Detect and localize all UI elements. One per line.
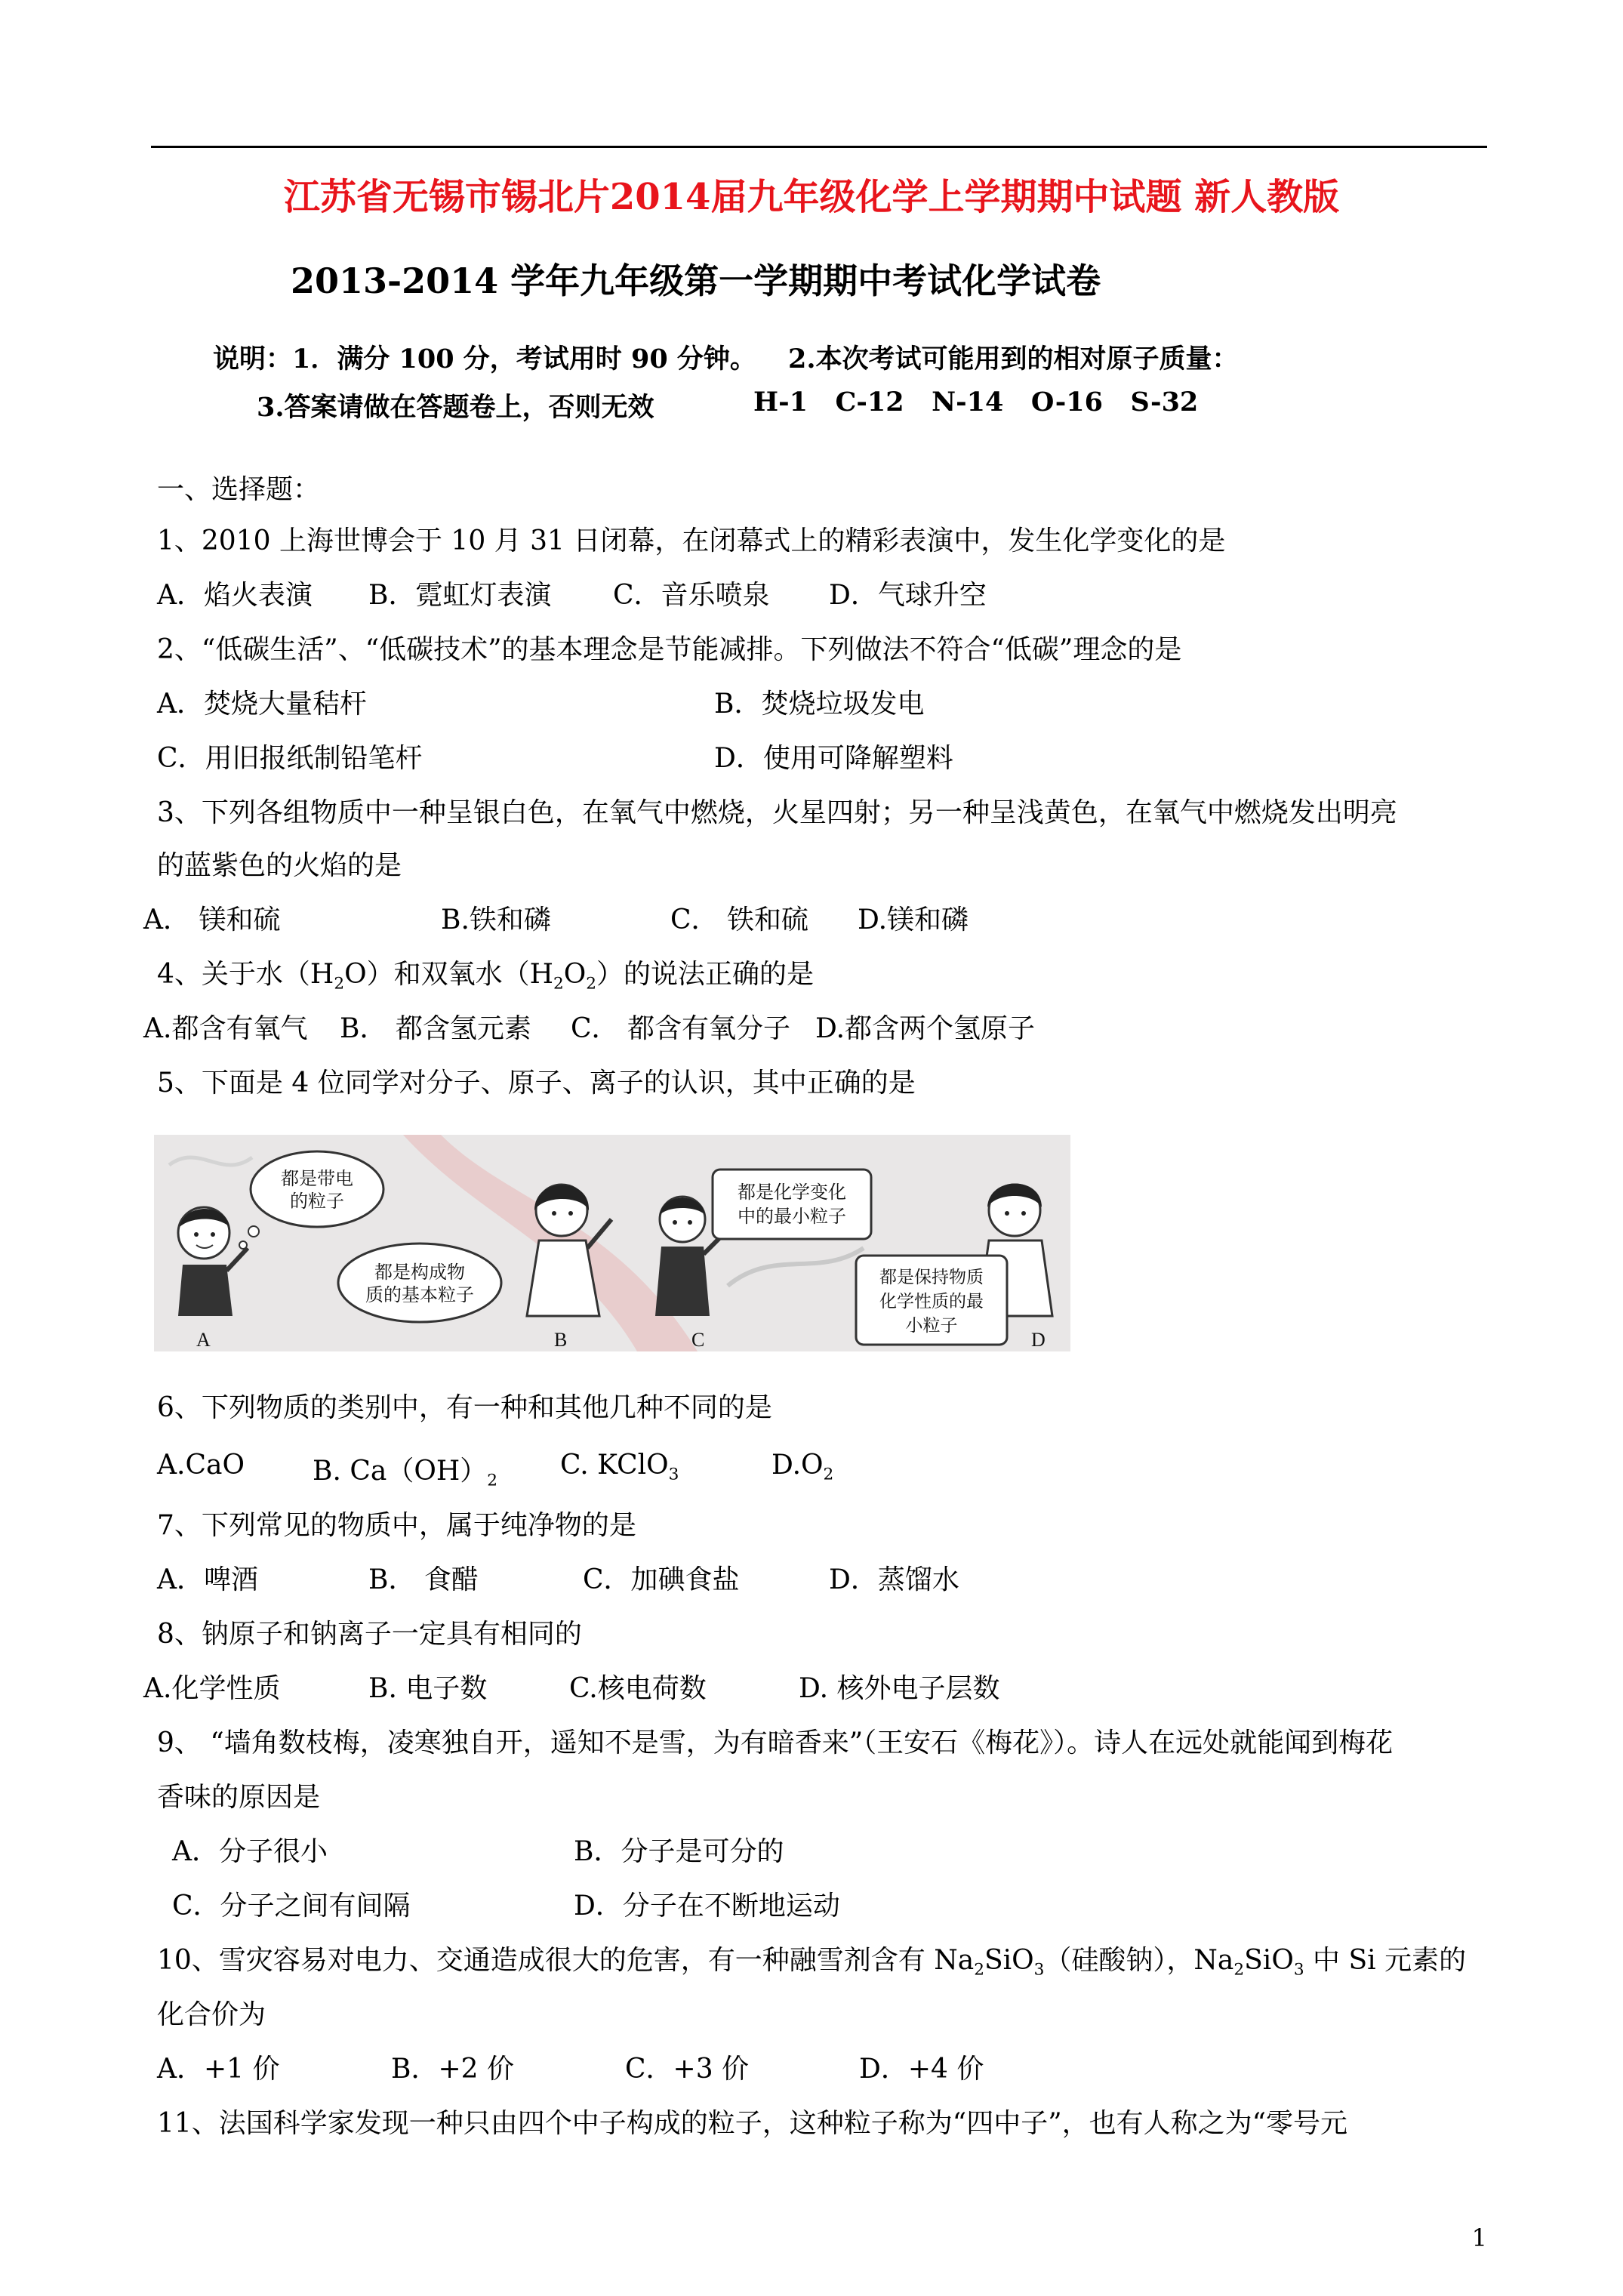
q6-option-a: A.CaO — [157, 1450, 245, 1481]
paper-title: 2013-2014 学年九年级第一学期期中考试化学试卷 — [291, 260, 1101, 301]
student-a-figure — [178, 1207, 248, 1316]
q2-option-b: B．焚烧垃圾发电 — [714, 689, 925, 720]
bubble-b-line1: 都是构成物 — [374, 1262, 465, 1283]
q4-stem: 4、关于水$(H_2O)$和双氧水$(H_2O_2)$的说法正确的是 — [157, 959, 815, 994]
q10-option-a: A．+1 价 — [157, 2054, 280, 2085]
q8-stem: 8、钠原子和钠离子一定具有相同的 — [157, 1619, 582, 1650]
q1-option-c: C．音乐喷泉 — [613, 580, 770, 611]
q3-option-d: D.镁和磷 — [858, 905, 969, 935]
label-d: D — [1031, 1329, 1046, 1351]
q1-option-d: D．气球升空 — [829, 580, 987, 611]
bubble-b-line2: 质的基本粒子 — [365, 1285, 474, 1305]
q10-option-d: D．+4 价 — [859, 2054, 984, 2085]
q3-option-a: A． 镁和硫 — [143, 905, 281, 935]
q8-option-b: B. 电子数 — [368, 1673, 488, 1704]
q8-option-c: C.核电荷数 — [569, 1673, 707, 1704]
q6-option-d: $D.O_2$ — [771, 1450, 834, 1484]
q4-option-a: A.都含有氧气 — [143, 1013, 308, 1044]
bubble-c-line2: 中的最小粒子 — [738, 1207, 846, 1227]
q5-stem: 5、下面是 4 位同学对分子、原子、离子的认识，其中正确的是 — [157, 1068, 916, 1099]
q1-option-a: A．焰火表演 — [157, 580, 313, 611]
header-rule — [151, 146, 1487, 148]
q10-stem-line1: 10、雪灾容易对电力、交通造成很大的危害，有一种融雪剂含有 $Na_2SiO_3$（硅酸钠），$Na_2SiO_3$ 中 Si 元素的 — [157, 1945, 1467, 1980]
q6-option-b: B. $Ca(OH)_2$ — [313, 1456, 498, 1490]
q1-option-b: B．霓虹灯表演 — [368, 580, 552, 611]
bubble-c-line1: 都是化学变化 — [738, 1182, 846, 1203]
bubble-a-line1: 都是带电 — [281, 1169, 353, 1189]
label-a: A — [196, 1329, 211, 1351]
q10-option-b: B．+2 价 — [391, 2054, 514, 2085]
q2-stem: 2、“低碳生活”、“低碳技术”的基本理念是节能减排。下列做法不符合“低碳”理念的是 — [157, 634, 1182, 665]
label-b: B — [554, 1329, 568, 1351]
q7-stem: 7、下列常见的物质中，属于纯净物的是 — [157, 1510, 636, 1541]
q3-stem-line2: 的蓝紫色的火焰的是 — [157, 850, 402, 881]
q2-option-a: A．焚烧大量秸杆 — [157, 689, 367, 720]
q9-stem-line2: 香味的原因是 — [157, 1782, 321, 1813]
q6-stem: 6、下列物质的类别中，有一种和其他几种不同的是 — [157, 1392, 772, 1423]
q9-option-c: C．分子之间有间隔 — [172, 1891, 411, 1922]
bubble-a-line2: 的粒子 — [290, 1191, 344, 1212]
bubble-d-line3: 小粒子 — [905, 1315, 958, 1335]
q3-option-c: C． 铁和硫 — [670, 905, 808, 935]
q2-option-d: D．使用可降解塑料 — [714, 743, 953, 774]
q4-option-c: C． 都含有氧分子 — [571, 1013, 790, 1044]
q7-option-a: A．啤酒 — [157, 1564, 258, 1595]
q1-stem: 1、2010 上海世博会于 10 月 31 日闭幕，在闭幕式上的精彩表演中，发生化学变化的是 — [157, 525, 1226, 556]
q7-option-c: C．加碘食盐 — [583, 1564, 740, 1595]
q6-option-c: C. KClO$_3$ — [560, 1450, 679, 1484]
q9-stem-line1: 9、 “墙角数枝梅，凌寒独自开，遥知不是雪，为有暗香来”（王安石《梅花》）。诗人在远处就能闻到梅花 — [157, 1727, 1394, 1758]
q9-option-a: A．分子很小 — [172, 1836, 328, 1867]
q8-option-a: A.化学性质 — [143, 1673, 281, 1704]
note-line1-b: 2.本次考试可能用到的相对原子质量： — [788, 344, 1239, 374]
q9-option-b: B．分子是可分的 — [574, 1836, 784, 1867]
label-c: C — [691, 1329, 705, 1351]
q7-option-d: D．蒸馏水 — [829, 1564, 959, 1595]
section-heading: 一、选择题： — [157, 474, 321, 505]
q5-illustration — [154, 1135, 1070, 1351]
bubble-d-line1: 都是保持物质 — [879, 1267, 984, 1287]
q7-option-b: B． 食醋 — [368, 1564, 479, 1595]
note-line2-a: 3.答案请做在答题卷上，否则无效 — [257, 392, 654, 423]
note-line1-a: 说明：1．满分 100 分，考试用时 90 分钟。 — [213, 344, 756, 374]
q11-stem: 11、法国科学家发现一种只由四个中子构成的粒子，这种粒子称为“四中子”，也有人称之为“零号元 — [157, 2108, 1348, 2139]
q4-option-d: D.都含两个氢原子 — [815, 1013, 1036, 1044]
q3-stem-line1: 3、下列各组物质中一种呈银白色，在氧气中燃烧，火星四射；另一种呈浅黄色，在氧气中燃烧发出明亮 — [157, 797, 1397, 828]
q2-option-c: C．用旧报纸制铅笔杆 — [157, 743, 423, 774]
q8-option-d: D. 核外电子层数 — [799, 1673, 1000, 1704]
q10-stem-line2: 化合价为 — [157, 1999, 266, 2030]
document-title: 江苏省无锡市锡北片2014届九年级化学上学期期中试题 新人教版 — [283, 176, 1340, 218]
bubble-d-line2: 化学性质的最 — [879, 1291, 984, 1311]
q9-option-d: D．分子在不断地运动 — [574, 1891, 840, 1922]
q4-option-b: B． 都含氢元素 — [340, 1013, 531, 1044]
q3-option-b: B.铁和磷 — [441, 905, 551, 935]
atomic-masses: H-1 C-12 N-14 O-16 S-32 — [753, 387, 1199, 418]
page-number: 1 — [1471, 2224, 1487, 2252]
q10-option-c: C．+3 价 — [625, 2054, 750, 2085]
